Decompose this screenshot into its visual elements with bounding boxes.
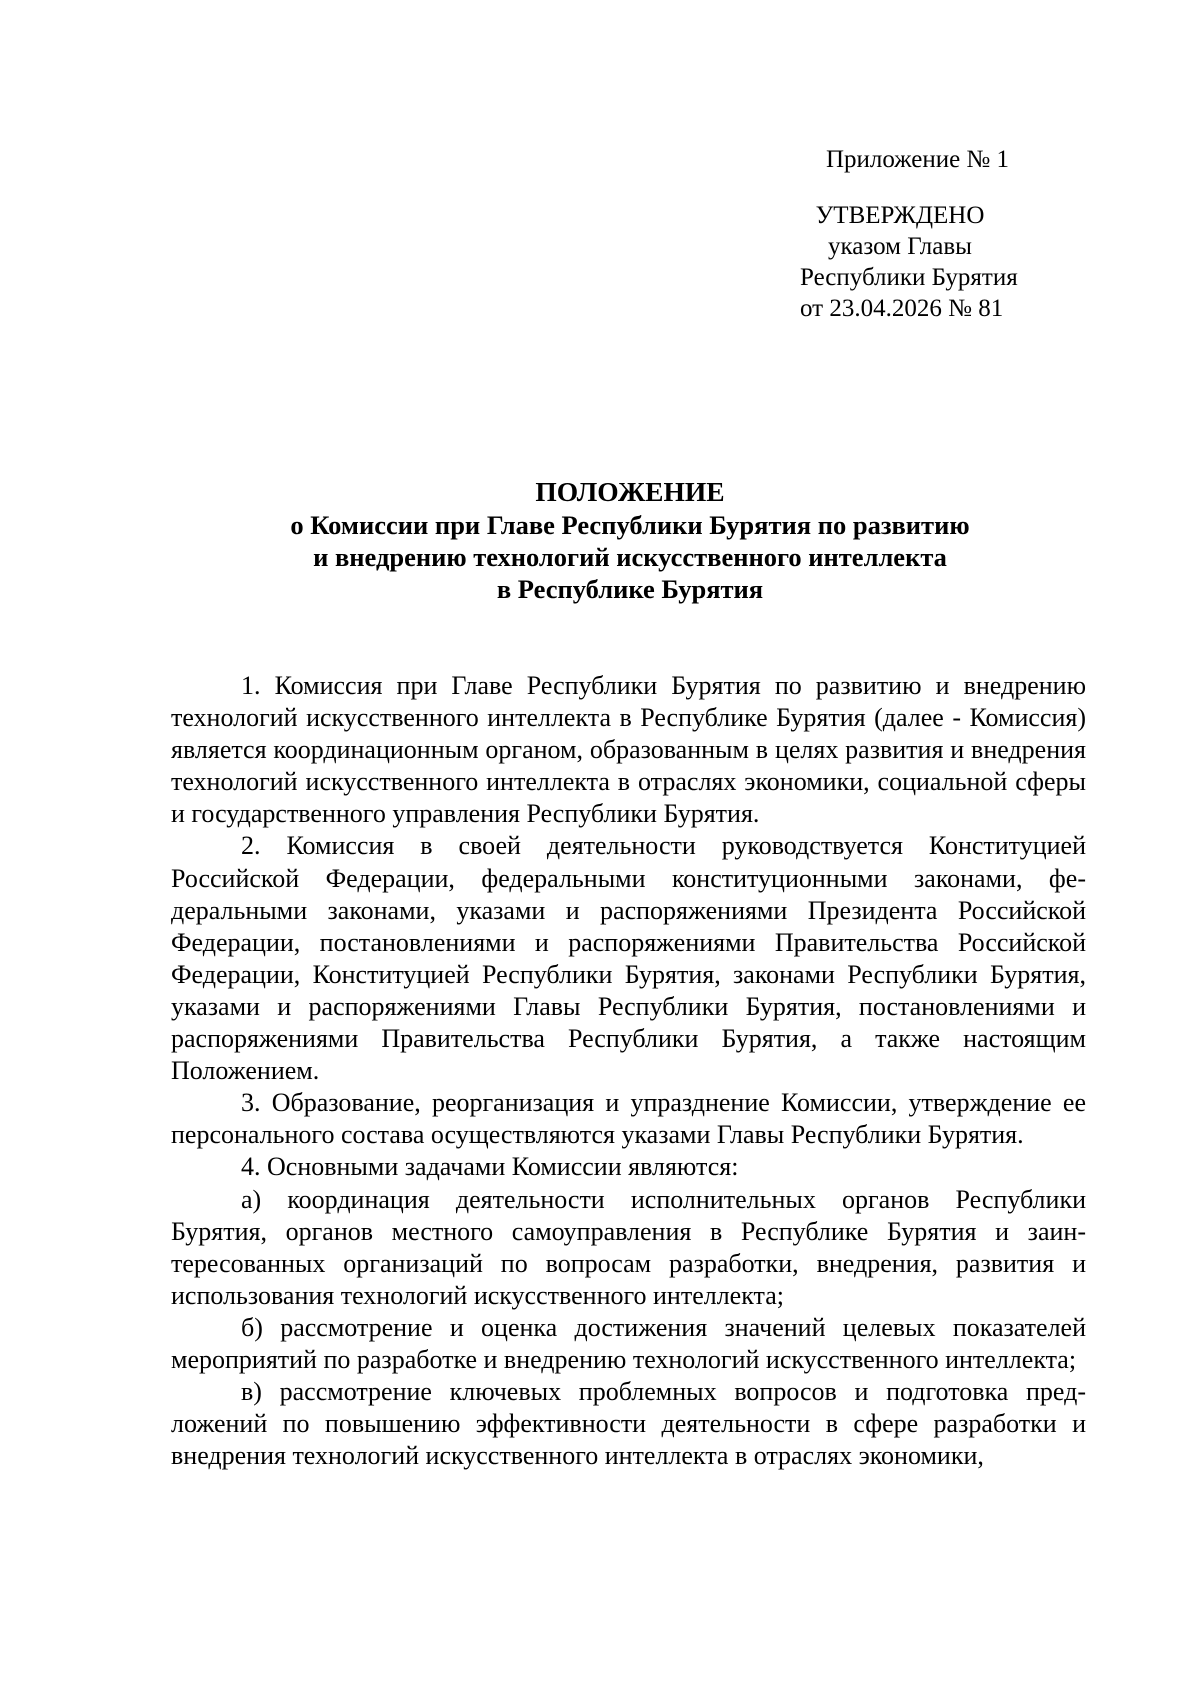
paragraph-2: 2. Комиссия в своей деятельности руководствуется Конституцией Российской Федерации, федеральными конституционными законами, федеральными законами, указами и распоряжениями Президента Российской Федерации, постановлениями и распоряжениями Правительства Российской Федерации, Конституцией Республики Бурятия, законами Республики Бурятия, указами и распоряжениями Главы Республики Бурятия, постановлениями и распоряжениями Правительства Республики Бурятия, а также настоящим Положением. [171,831,1086,1086]
approval-status: УТВЕРЖДЕНО [815,202,985,229]
document-title [170,476,1090,605]
approval-decree: указом Главы [828,233,972,260]
document-title-line: о Комиссии при Главе Республики Бурятия по развитию [290,510,970,540]
appendix-label: Приложение № 1 [826,146,1010,173]
approval-stamp [800,200,1018,324]
paragraph-4: 4. Основными задачами Комиссии являются: [241,1152,739,1182]
paragraph-1: 1. Комиссия при Главе Республики Бурятия по развитию и внедрению технологий искусственного интеллекта в Республике Бурятия (далее - Комиссия) является координационным органом, образованным в целях развития и внедрения технологий искусственного интеллекта в отраслях экономики, социальной сферы и государственного управления Республики Бурятия. [171,671,1086,829]
approval-authority: Республики Бурятия [800,264,1018,291]
approval-date-number: от 23.04.2026 № 81 [800,295,1004,322]
document-title-line: и внедрению технологий искусственного интеллекта [313,542,947,572]
document-body [171,670,1086,1472]
paragraph-3: 3. Образование, реорганизация и упразднение Комиссии, утверждение ее персонального состава осуществляются указами Главы Республики Бурятия. [171,1088,1086,1150]
paragraph-4b: б) рассмотрение и оценка достижения значений целевых показателей мероприятий по разработке и внедрению технологий искусственного интеллекта; [171,1312,1086,1374]
document-title-line: в Республике Бурятия [496,574,764,604]
paragraph-4c: в) рассмотрение ключевых проблемных вопросов и подготовка предложений по повышению эффективности деятельности в сфере разработки и внедрения технологий искусственного интеллекта в отраслях экономики, [171,1377,1086,1471]
document-title-main: ПОЛОЖЕНИЕ [535,476,725,507]
paragraph-4a: а) координация деятельности исполнительных органов Республики Бурятия, органов местного самоуправления в Республике Бурятия и заинтересованных организаций по вопросам разработки, внедрения, развития и использования технологий искусственного интеллекта; [171,1184,1086,1310]
